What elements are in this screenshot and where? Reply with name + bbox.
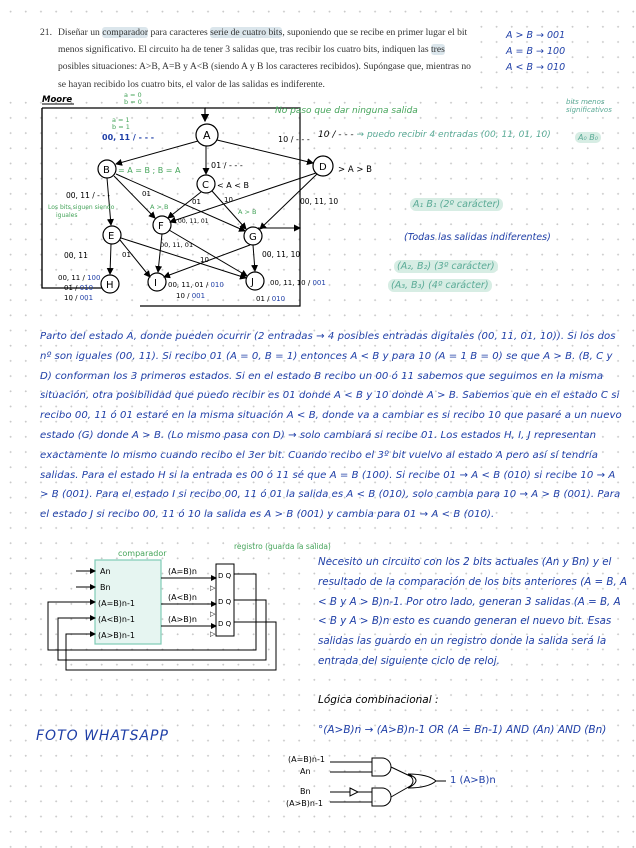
svg-text:a = 1b = 1: a = 1 b = 1 [112, 116, 130, 131]
svg-text:10: 10 [224, 196, 233, 204]
state-H [101, 275, 119, 293]
svg-text:B: B [103, 165, 110, 176]
svg-text:00, 11, 01: 00, 11, 01 [160, 241, 194, 249]
svg-text:00, 11, 10: 00, 11, 10 [262, 250, 301, 259]
svg-text:00, 11, 01: 00, 11, 01 [178, 218, 209, 225]
svg-text:An: An [100, 567, 111, 576]
svg-text:comparador: comparador [118, 549, 167, 558]
highlight-tres: tres [431, 44, 445, 56]
state-G [244, 227, 262, 245]
note-a0b0: A₀ B₀ [575, 132, 601, 143]
svg-text:G: G [249, 232, 257, 243]
explanation-text: Parto del estado A, donde pueden ocurrir (2 entradas → 4 posibles entradas digitales (00, 11, 01, 10)). Si los dos nº son iguales (00, 11). Si recibo 01 (A = 0, B = 1) entonces A < B y para 10 (A = 1 B = 0) se que A > B. (B, C y D) conforman los 3 primeros estados. Si en el estado B recibo un 00 ó 11 sabemos que seguimos en la misma situación, otra posibilidad que puedo recibir es 01 donde A < B y 10 donde A > B. Sabemos que en el estado C si recibo 00, 11 ó 01 estaré en la misma situación A < B, donde va a cambiar es si recibo 10 que pasaré a un nuevo estado (G) donde A > B. (Lo mismo pasa con D) → solo cambiará si recibe 01. Los estados H, I, J representan exactamente lo mismo cuando recibo el 3er bit. Cuando recibo el 3º bit vuelvo al estado A pero así sí tendría salidas. Para el estado H si la entrada es 00 ó 11 sé que A = B (100). Si recibe 01 → A < B (010) si recibe 10 → A > B (001). Para el estado I si recibo 00, 11 ó 01 la salida es A < B (010), solo cambia para 10 → A > B (001). Para el estado J si recibo 00, 11 ó 10 la salida es A > B (001) y cambia para 01 → A < B (010). [40, 331, 622, 521]
code-alb: A < B → 010 [506, 62, 566, 73]
problem-text: Diseñar un comparador para caracteres serie de cuatro bits, suponiendo que se recibe en primer lugar el bit menos significativo. El circuito ha de tener 3 salidas que, tras recibir los cuatro bits, indiquen las tres posibles situaciones: A>B, A=B y A<B (siendo A y B los caracteres recibidos). Supóngase que, mientras no se hayan recibido los cuatro bits, el valor de las salidas es indiferente. [58, 27, 471, 90]
svg-text:01 / - - -: 01 / - - - [211, 161, 243, 170]
svg-text:Bn: Bn [300, 787, 311, 796]
note-no-paso: No paso que dar ninguna salida [275, 106, 418, 116]
svg-text:= A = B ; B = A: = A = B ; B = A [118, 166, 181, 175]
svg-text:(A>B)n-1: (A>B)n-1 [98, 631, 135, 640]
svg-text:A > B: A > B [238, 208, 257, 216]
note-10: 10 / - - - → puedo recibir 4 entradas (00, 11, 01, 10) [318, 130, 551, 140]
svg-text:Bn: Bn [100, 583, 111, 592]
svg-text:▷: ▷ [210, 610, 216, 618]
state-J [246, 272, 264, 290]
problem-statement [0, 18, 478, 92]
svg-text:▷: ▷ [210, 630, 216, 638]
state-diagram [0, 88, 636, 318]
code-agb: A > B → 001 [506, 30, 566, 41]
svg-text:A > B: A > B [150, 203, 169, 211]
svg-text:A: A [203, 129, 211, 142]
note-bits-menos: bits menos significativos [566, 98, 612, 114]
svg-text:registro (guarda la salida): registro (guarda la salida) [234, 542, 331, 551]
svg-text:00, 11 / 10001 / 01010 / 001: 00, 11 / 100 01 / 010 10 / 001 [58, 274, 101, 302]
svg-text:(A<B)n-1: (A<B)n-1 [98, 615, 135, 624]
svg-text:(A=B)n: (A=B)n [168, 567, 197, 576]
svg-text:▷: ▷ [210, 584, 216, 592]
svg-text:< A < B: < A < B [217, 181, 249, 190]
state-A [196, 124, 218, 146]
svg-text:00, 11 / - - -: 00, 11 / - - - [102, 133, 155, 142]
svg-text:1 (A>B)n: 1 (A>B)n [450, 775, 496, 786]
logic-gates [280, 750, 520, 820]
note-a3b3: (A₃, B₃) (4º carácter) [388, 279, 492, 292]
problem-number: 21. [40, 27, 52, 38]
code-aeb: A = B → 100 [506, 46, 566, 57]
svg-text:01: 01 [122, 251, 131, 259]
state-C [197, 175, 215, 193]
svg-text:00, 11, 10: 00, 11, 10 [300, 197, 339, 206]
highlight-serie: serie de cuatro bits [210, 27, 283, 38]
svg-text:a = 0b = 0: a = 0 b = 0 [124, 91, 142, 106]
svg-text:(A>B)n: (A>B)n [168, 615, 197, 624]
svg-text:C: C [202, 180, 209, 191]
svg-text:D Q: D Q [218, 572, 232, 580]
svg-text:> A > B: > A > B [338, 165, 372, 175]
svg-text:(A=B)n-1: (A=B)n-1 [288, 755, 325, 764]
svg-text:01: 01 [142, 190, 151, 198]
svg-text:10 / - - -: 10 / - - - [278, 135, 310, 144]
svg-text:(A<B)n: (A<B)n [168, 593, 197, 602]
state-E [103, 226, 121, 244]
svg-text:D Q: D Q [218, 620, 232, 628]
whatsapp-label: FOTO WHATSAPP [36, 728, 169, 744]
state-F [153, 216, 171, 234]
svg-text:00, 11 / - - -: 00, 11 / - - - [66, 191, 111, 200]
svg-text:(A=B)n-1: (A=B)n-1 [98, 599, 135, 608]
svg-text:H: H [106, 280, 114, 291]
state-I [148, 273, 166, 291]
svg-text:D Q: D Q [218, 598, 232, 606]
circuit-diagram [0, 540, 331, 680]
svg-text:00, 11: 00, 11 [64, 251, 88, 260]
logic-formula: °(A>B)n → (A>B)n-1 OR (A = Bn-1) AND (An) AND (Bn) [318, 724, 607, 736]
state-B [98, 160, 116, 178]
moore-label: Moore [42, 95, 73, 105]
output-codes [506, 28, 565, 76]
svg-text:00, 11, 01 / 01010 / 001: 00, 11, 01 / 010 10 / 001 [168, 281, 224, 300]
svg-text:An: An [300, 767, 311, 776]
svg-text:F: F [158, 221, 164, 232]
svg-text:D: D [319, 162, 327, 173]
svg-text:E: E [108, 231, 115, 242]
logic-title: Lógica combinacional : [318, 694, 439, 706]
svg-text:Los bits siguen siendoiguales: Los bits siguen siendo iguales [48, 204, 115, 219]
svg-text:00, 11, 10 / 00101 / 010: 00, 11, 10 / 001 01 / 010 [256, 279, 326, 303]
note-a2b2: (A₂, B₂) (3º carácter) [394, 260, 498, 273]
svg-text:10: 10 [200, 256, 209, 264]
svg-text:01: 01 [192, 198, 201, 206]
svg-text:(A>B)n-1: (A>B)n-1 [286, 799, 323, 808]
svg-text:J: J [251, 277, 254, 288]
note-todas: (Todas las salidas indiferentes) [404, 232, 551, 243]
highlight-comparador: comparador [102, 27, 149, 38]
note-a1b1: A₁ B₁ (2º carácter) [410, 198, 503, 211]
explanation2-text: Necesito un circuito con los 2 bits actuales (An y Bn) y el resultado de la comparación de los bits anteriores (A = B, A < B y A > B)n-1. Por otro lado, generan 3 salidas (A = B, A < B y A > B)n esto es cuando generan el nuevo bit. Esas salidas las guardo en un registro donde la salida será la entrada del siguiente ciclo de reloj. [318, 556, 628, 667]
svg-text:I: I [154, 278, 157, 289]
